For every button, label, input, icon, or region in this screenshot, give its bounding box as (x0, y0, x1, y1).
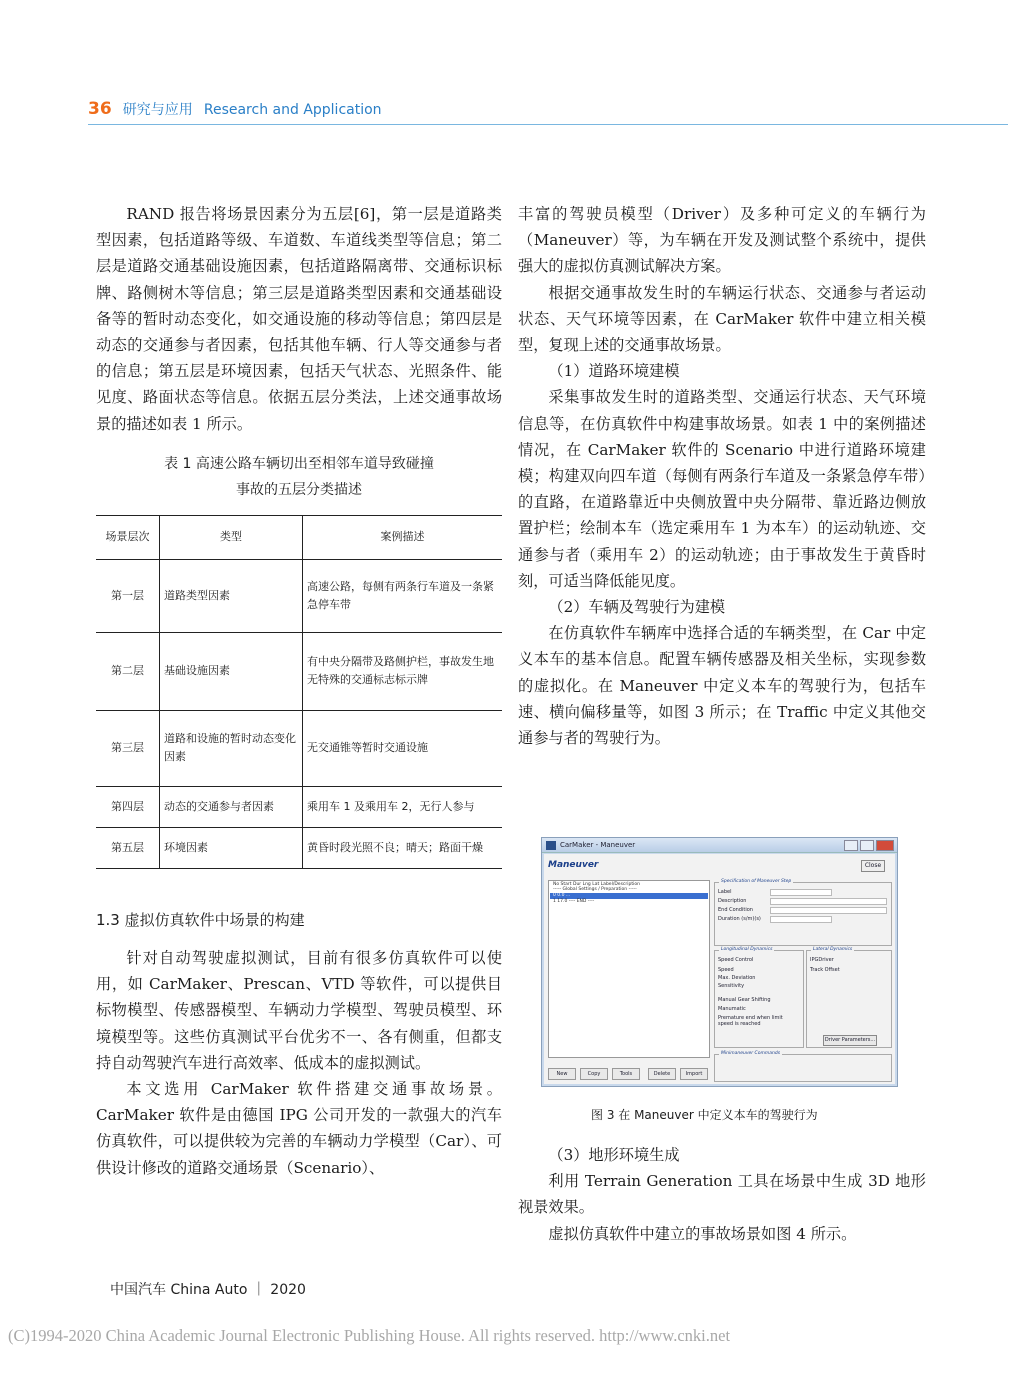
spec-label: Label (718, 889, 732, 895)
table-header-type: 类型 (160, 515, 303, 559)
table-cell-level: 第二层 (96, 632, 160, 710)
right-paragraph-6: 虚拟仿真软件中建立的事故场景如图 4 所示。 (548, 1224, 857, 1243)
driver-parameters-button: Driver Parameters... (823, 1035, 877, 1046)
table-cell-type: 道路类型因素 (160, 559, 303, 632)
table-cell-level: 第四层 (96, 786, 160, 827)
spec-duration: Duration (s/m)(s) (718, 916, 761, 922)
lateral-title: Lateral Dynamics (813, 947, 853, 952)
long-sensitivity: Sensitivity (718, 983, 745, 989)
list-header: No Start Dur Lng Lat Label/Description (553, 882, 640, 887)
commands-title: Minimaneuver Commands (721, 1051, 781, 1056)
left-paragraph-3: 本文选用 CarMaker 软件搭建交通事故场景。CarMaker 软件是由德国 IPG 公司开发的一款强大的汽车仿真软件，可以提供较为完善的车辆动力学模型（Car）、可供设计修改的道路交通场景（Scenario）、 (96, 1080, 502, 1177)
list-item: 1 17.0 ---- END ---- (553, 899, 595, 904)
long-deviation: Max. Deviation (718, 975, 756, 981)
left-paragraph-1: RAND 报告将场景因素分为五层[6]，第一层是道路类型因素，包括道路等级、车道数、车道线类型等信息；第二层是道路交通基础设施因素，包括道路隔离带、交通标识标牌、路侧树木等信息；第三层是道路类型因素和交通基础设备等的暂时动态变化，如交通设施的移动等信息；第四层是动态的交通参与者因素，包括其他车辆、行人等交通参与者的信息；第五层是环境因素，包括天气状态、光照条件、能见度、路面状态等信息。依据五层分类法，上述交通事故场景的描述如表 1 所示。 (96, 205, 502, 433)
tools-button: Tools (612, 1068, 640, 1080)
subheading-terrain: （3）地形环境生成 (548, 1146, 680, 1164)
table-cell-type: 基础设施因素 (160, 632, 303, 710)
maximize-icon (860, 840, 874, 851)
right-column (518, 201, 926, 751)
left-paragraph-2: 针对自动驾驶虚拟测试，目前有很多仿真软件可以使用，如 CarMaker、Prescan、VTD 等软件，可以提供目标物模型、传感器模型、车辆动力学模型、驾驶员模型、环境模型等。这些仿真测试平台优劣不一、各有侧重，但都支持自动驾驶汽车进行高效率、低成本的虚拟测试。 (96, 949, 502, 1072)
maneuver-title: Maneuver (548, 860, 599, 870)
table-header-level: 场景层次 (96, 515, 160, 559)
spec-panel (714, 879, 892, 946)
minimize-icon (844, 840, 858, 851)
right-paragraph-1: 丰富的驾驶员模型（Driver）及多种可定义的车辆行为（Maneuver）等，为车辆在开发及测试整个系统中，提供强大的虚拟仿真测试解决方案。 (518, 205, 926, 276)
spec-description: Description (718, 898, 747, 904)
list-item: ----- Global Settings / Preparation ----- (553, 887, 637, 892)
section-title-cn: 研究与应用 (122, 102, 193, 118)
journal-footer: 中国汽车 China Auto ｜ 2020 (110, 1282, 306, 1298)
option-manumatic: Manumatic (718, 1006, 746, 1012)
right-paragraph-5: 利用 Terrain Generation 工具在场景中生成 3D 地形视景效果。 (518, 1172, 926, 1217)
description-field (770, 898, 887, 905)
table-cell-level: 第五层 (96, 827, 160, 868)
left-column (96, 201, 502, 1181)
header-rule (88, 124, 1008, 125)
page-number: 36 (88, 99, 112, 119)
table-header-desc: 案例描述 (303, 515, 503, 559)
table-row (96, 827, 502, 868)
copy-button: Copy (580, 1068, 608, 1080)
commands-panel (714, 1051, 892, 1082)
delete-button: Delete (648, 1068, 676, 1080)
spec-panel-title: Specification of Maneuver Step (721, 879, 792, 884)
subheading-vehicle-modeling: （2）车辆及驾驶行为建模 (548, 598, 726, 617)
table-cell-level: 第三层 (96, 710, 160, 786)
option-premature-end: Premature end when limit speed is reached (718, 1015, 783, 1027)
section-heading-1-3: 1.3 虚拟仿真软件中场景的构建 (96, 910, 305, 929)
table-cell-desc: 有中央分隔带及路侧护栏，事故发生地无特殊的交通标志标示牌 (303, 632, 503, 710)
section-title-en: Research and Application (203, 102, 382, 118)
figure-3-caption: 图 3 在 Maneuver 中定义本车的驾驶行为 (591, 1108, 818, 1122)
table-cell-desc: 高速公路，每侧有两条行车道及一条紧急停车带 (303, 559, 503, 632)
table-row (96, 559, 502, 632)
table-row (96, 710, 502, 786)
right-paragraph-2: 根据交通事故发生时的车辆运行状态、交通参与者运动状态、天气环境等因素，在 CarMaker 软件中建立相关模型，复现上述的交通事故场景。 (518, 283, 926, 355)
table-caption-line2: 事故的五层分类描述 (236, 481, 362, 498)
table-cell-desc: 黄昏时段光照不良；晴天；路面干燥 (303, 827, 503, 868)
longitudinal-title: Longitudinal Dynamics (721, 947, 773, 952)
table-cell-level: 第一层 (96, 559, 160, 632)
table-1 (96, 515, 502, 869)
subheading-road-modeling: （1）道路环境建模 (548, 362, 680, 381)
window-body (544, 854, 895, 1084)
spec-end-condition: End Condition (718, 907, 753, 913)
end-condition-field (770, 907, 887, 914)
option-manual-gear: Manual Gear Shifting (718, 997, 771, 1003)
duration-field (770, 916, 832, 923)
right-paragraph-4: 在仿真软件车辆库中选择合适的车辆类型，在 Car 中定义本车的基本信息。配置车辆传感器及相关坐标，实现参数的虚拟化。在 Maneuver 中定义本车的驾驶行为，包括车速、横向偏移量等，如图 3 所示；在 Traffic 中定义其他交通参与者的驾驶行为。 (518, 624, 926, 748)
import-button: Import (680, 1068, 708, 1080)
maneuver-list (548, 880, 710, 1058)
running-header (88, 99, 382, 121)
right-paragraph-3: 采集事故发生时的道路类型、交通运行状态、天气环境信息等，在仿真软件中构建事故场景。如表 1 中的案例描述情况，在 CarMaker 软件的 Scenario 中进行道路环境建模；构建双向四车道（每侧有两条行车道及一条紧急停车带）的直路，在道路靠近中央侧放置中央分隔带、靠近路边侧放置护栏；绘制本车（选定乘用车 1 为本车）的运动轨迹、交通参与者（乘用车 2）的运动轨迹；由于事故发生于黄昏时刻，可适当降低能见度。 (518, 388, 926, 590)
copyright-watermark: (C)1994-2020 China Academic Journal Electronic Publishing House. All rights reserved. http://www.cnki.net (8, 1326, 731, 1345)
table-cell-type: 道路和设施的暂时动态变化因素 (160, 710, 303, 786)
table-caption-line1: 表 1 高速公路车辆切出至相邻车道导致碰撞 (164, 455, 434, 472)
carmaker-logo-icon (546, 841, 556, 850)
long-speed: Speed (718, 967, 734, 973)
label-field (770, 889, 832, 896)
lat-mode: IPGDriver (810, 957, 834, 963)
longitudinal-panel (714, 947, 804, 1048)
table-cell-desc: 无交通锥等暂时交通设施 (303, 710, 503, 786)
list-item: 0 0.0 ... (553, 893, 571, 898)
right-column-lower (518, 1142, 926, 1247)
new-button: New (548, 1068, 576, 1080)
lat-offset: Track Offset (810, 967, 840, 973)
table-row (96, 632, 502, 710)
window-titlebar (542, 838, 897, 853)
table-cell-type: 动态的交通参与者因素 (160, 786, 303, 827)
window-controls (844, 840, 897, 851)
close-icon (876, 840, 894, 851)
close-button: Close (861, 860, 885, 872)
lateral-panel (806, 947, 892, 1048)
table-cell-type: 环境因素 (160, 827, 303, 868)
long-mode: Speed Control (718, 957, 754, 963)
table-row (96, 786, 502, 827)
window-title: CarMaker - Maneuver (560, 841, 636, 849)
figure-3-screenshot (541, 837, 898, 1087)
table-cell-desc: 乘用车 1 及乘用车 2，无行人参与 (303, 786, 503, 827)
